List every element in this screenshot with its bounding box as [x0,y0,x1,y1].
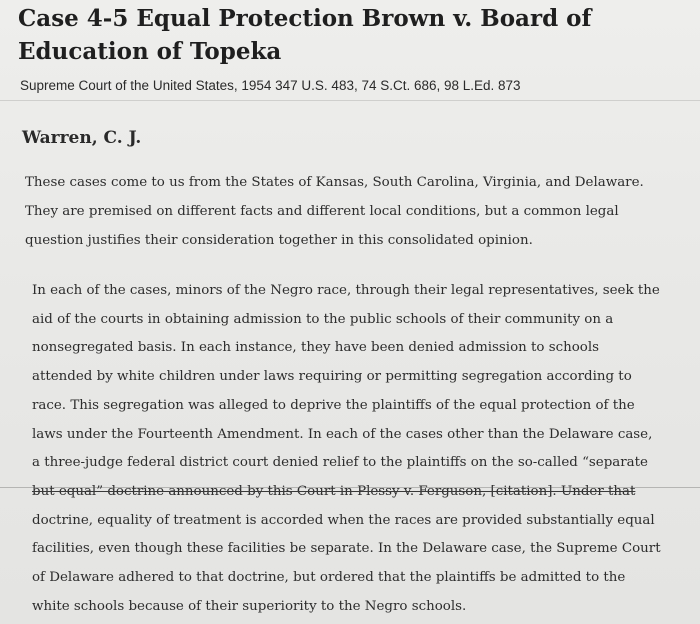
case-title: Case 4-5 Equal Protection Brown v. Board of Education of Topeka [18,5,592,65]
paragraph-line: a three-judge federal district court denied relief to the plaintiffs on the so-called “separate [32,455,648,471]
paragraph-line: doctrine, equality of treatment is accorded when the races are provided substantially equal [32,512,655,528]
case-citation: Supreme Court of the United States, 1954 347 U.S. 483, 74 S.Ct. 686, 98 L.Ed. 873 [20,78,521,93]
paragraph-line: laws under the Fourteenth Amendment. In each of the cases other than the Delaware case, [32,426,653,442]
paragraph-line: of Delaware adhered to that doctrine, but ordered that the plaintiffs be admitted to the [32,570,626,586]
paragraph-1 [25,168,685,255]
page-fold-line [0,487,700,488]
paragraph-line: They are premised on different facts and different local conditions, but a common legal [25,204,619,219]
paragraph-2 [32,277,692,621]
paragraph-line: In each of the cases, minors of the Negro race, through their legal representatives, seek the [32,283,660,298]
paragraph-line: nonsegregated basis. In each instance, they have been denied admission to schools [32,340,599,356]
paragraph-line: white schools because of their superiority to the Negro schools. [32,598,467,614]
paragraph-line: aid of the courts in obtaining admission to the public schools of their community on a [32,311,614,327]
paragraph-line: facilities, even though these facilities be separate. In the Delaware case, the Supreme Court [32,541,661,557]
paragraph-line: attended by white children under laws requiring or permitting segregation according to [32,369,632,385]
opinion-author: Warren, C. J. [22,128,142,148]
paragraph-line: race. This segregation was alleged to deprive the plaintiffs of the equal protection of the [32,397,635,413]
paragraph-line: question justifies their consideration together in this consolidated opinion. [25,233,533,248]
divider [0,100,700,101]
paragraph-line-struck: but equal” doctrine announced by this Court in Plessy v. Ferguson, [citation]. Under that [32,483,636,499]
paragraph-line: These cases come to us from the States of Kansas, South Carolina, Virginia, and Delaware. [25,175,644,190]
